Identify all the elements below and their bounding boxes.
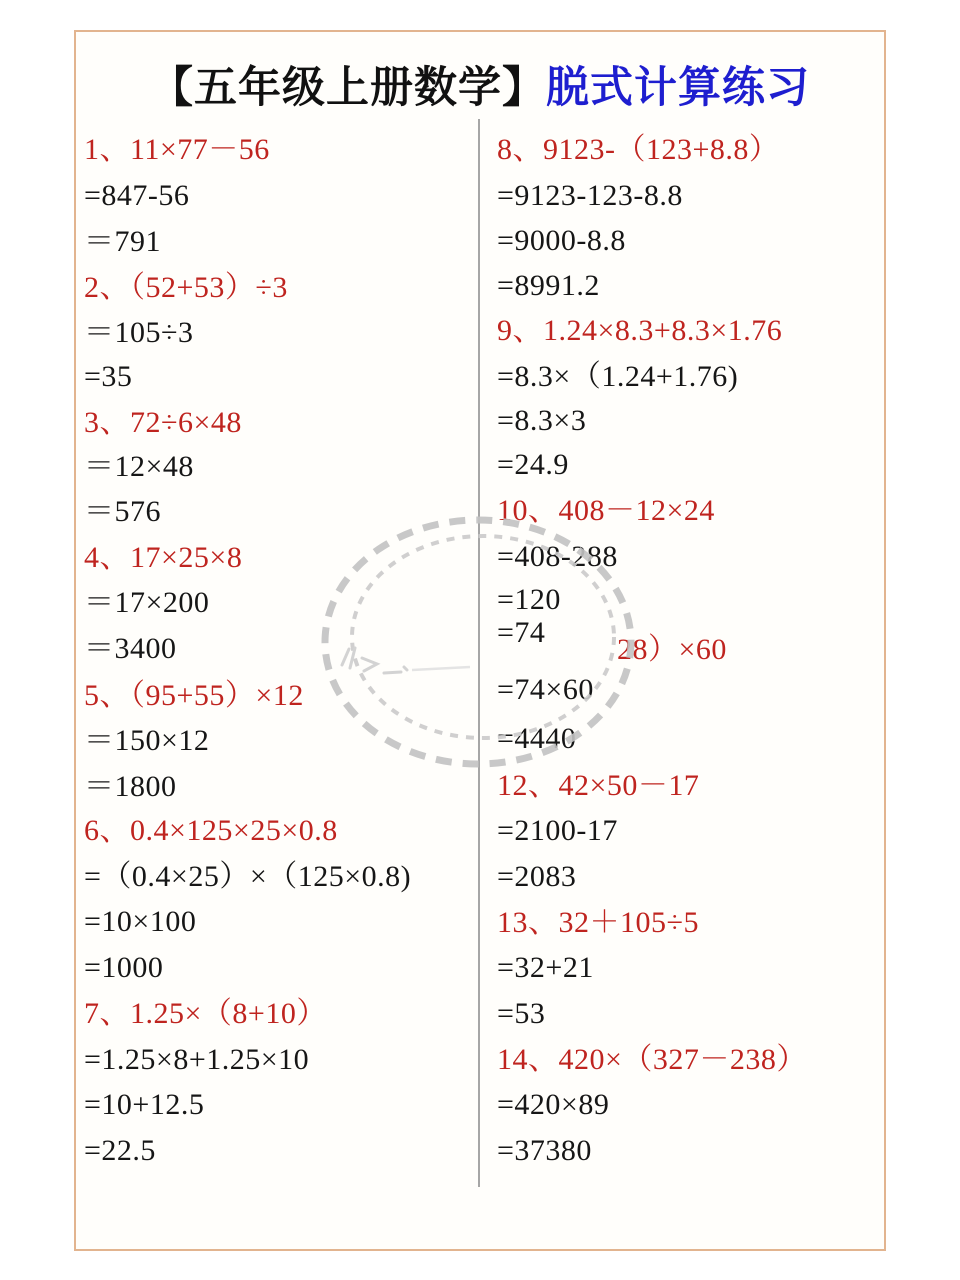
solution-step: ＝12×48 [84,450,194,483]
problem-header: 5、（95+55）×12 [84,679,304,712]
problem-header: 3、72÷6×48 [84,406,242,439]
page-title-topic: 脱式计算练习 [546,65,810,112]
solution-step: =9123-123-8.8 [497,179,683,212]
solution-step: ＝3400 [84,632,177,665]
solution-step: =1.25×8+1.25×10 [84,1043,310,1076]
solution-step: =9000-8.8 [497,224,626,257]
problem-header: 7、1.25×（8+10） [84,997,327,1030]
solution-step: ＝17×200 [84,586,210,619]
solution-step: ＝576 [84,495,161,528]
solution-step: =10×100 [84,905,197,938]
solution-step: =1000 [84,951,164,984]
solution-step: =847-56 [84,179,190,212]
problem-header: 2、（52+53）÷3 [84,271,288,304]
solution-step: =74×60 [497,673,594,706]
solution-step: =24.9 [497,448,569,481]
solution-step: =2083 [497,860,577,893]
problem-header: 12、42×50－17 [497,769,700,802]
solution-step: =408-288 [497,540,618,573]
problem-header: 10、408－12×24 [497,494,715,527]
solution-step: =8991.2 [497,269,600,302]
solution-step: =53 [497,997,546,1030]
solution-step: =420×89 [497,1088,610,1121]
solution-step: =35 [84,360,133,393]
solution-step: =10+12.5 [84,1088,205,1121]
solution-step: =120 [497,583,561,616]
column-divider-line [478,119,480,1187]
solution-step: =74 [497,616,546,649]
problem-header: 1、11×77－56 [84,133,270,166]
solution-step: ＝1800 [84,770,177,803]
solution-step: =8.3×（1.24+1.76) [497,360,739,393]
solution-step: =22.5 [84,1134,156,1167]
solution-step: =32+21 [497,951,594,984]
solution-step: =8.3×3 [497,404,587,437]
problem-header: 6、0.4×125×25×0.8 [84,814,338,847]
problem-header: 9、1.24×8.3+8.3×1.76 [497,314,783,347]
solution-step: ＝791 [84,225,161,258]
problem-header: 13、32＋105÷5 [497,906,699,939]
solution-step: =（0.4×25）×（125×0.8) [84,860,412,893]
page-title [74,60,886,118]
problem-header: 8、9123-（123+8.8） [497,133,780,166]
solution-step: =37380 [497,1134,592,1167]
solution-step: =4440 [497,722,577,755]
solution-step: =2100-17 [497,814,618,847]
page-title-grade: 【五年级上册数学】 [150,65,546,112]
problem-header: 28）×60 [617,633,727,666]
problem-header: 14、420×（327－238） [497,1043,807,1076]
solution-step: ＝105÷3 [84,316,194,349]
problem-header: 4、17×25×8 [84,541,243,574]
solution-step: ＝150×12 [84,724,210,757]
